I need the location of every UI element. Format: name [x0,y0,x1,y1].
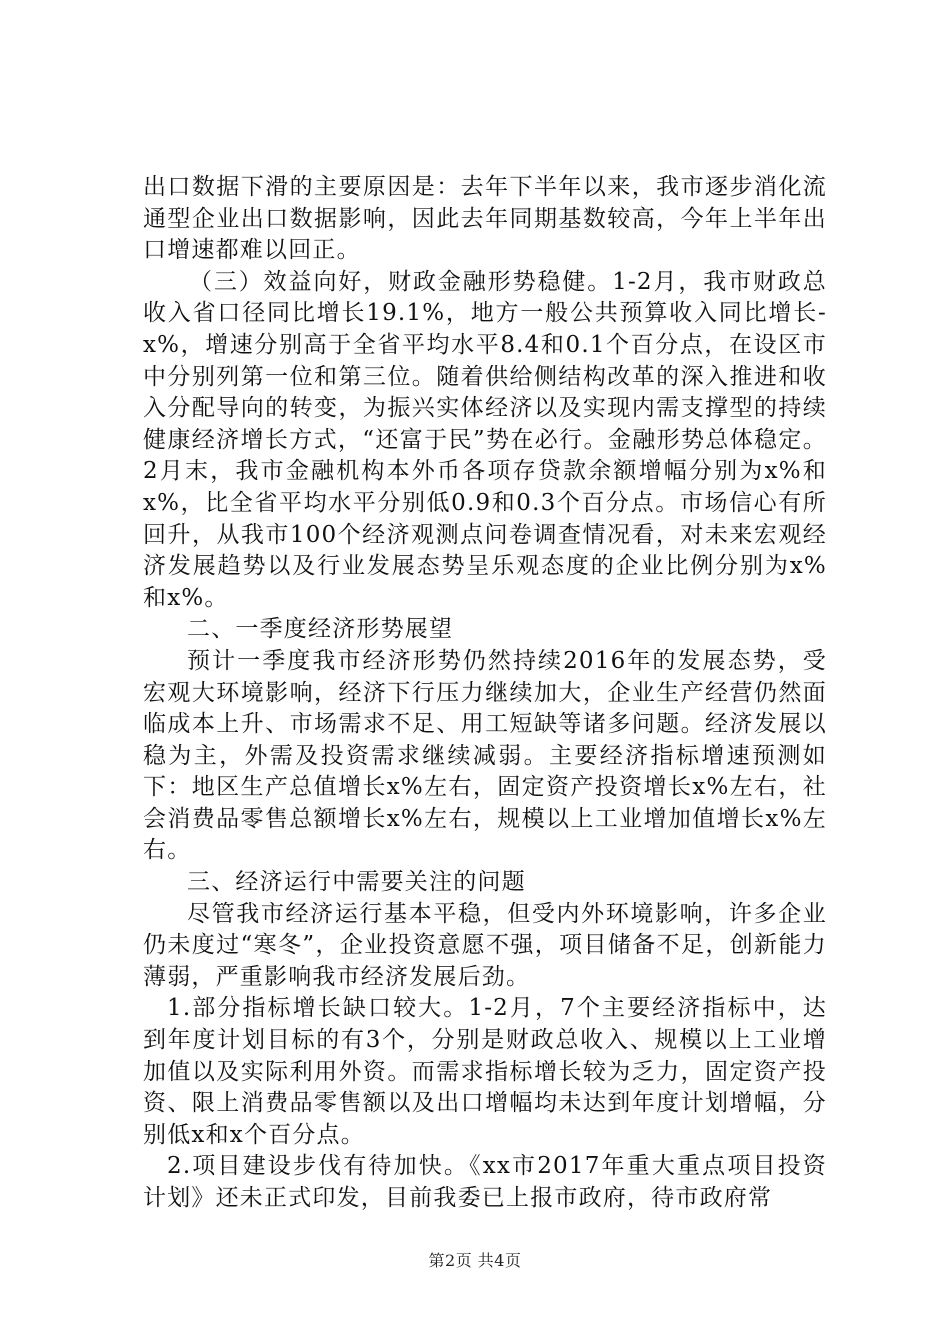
paragraph-project-construction: 2.项目建设步伐有待加快。《xx市2017年重大重点项目投资计划》还未正式印发，目前我委已上报市政府，待市政府常 [143,1153,827,1211]
section-heading-outlook: 二、一季度经济形势展望 [187,616,454,643]
paragraph-fiscal-finance: （三）效益向好，财政金融形势稳健。1-2月，我市财政总收入省口径同比增长19.1%，地方一般公共预算收入同比增长-x%，增速分别高于全省平均水平8.4和0.1个百分点，在设区市中分别列第一位和第三位。随着供给侧结构改革的深入推进和收入分配导向的转变，为振兴实体经济以及实现内需支撑型的持续健康经济增长方式，“还富于民”势在必行。金融形势总体稳定。2月末，我市金融机构本外币各项存贷款余额增幅分别为x%和x%，比全省平均水平分别低0.9和0.3个百分点。市场信心有所回升，从我市100个经济观测点问卷调查情况看，对未来宏观经济发展趋势以及行业发展态势呈乐观态度的企业比例分别为x%和x%。 [143,268,827,611]
paragraph-export-decline: 出口数据下滑的主要原因是：去年下半年以来，我市逐步消化流通型企业出口数据影响，因此去年同期基数较高，今年上半年出口增速都难以回正。 [143,174,827,264]
page-number-footer: 第2页 共4页 [428,1251,522,1270]
section-heading-issues: 三、经济运行中需要关注的问题 [187,869,526,896]
paragraph-issues-intro: 尽管我市经济运行基本平稳，但受内外环境影响，许多企业仍未度过“寒冬”，企业投资意愿不强，项目储备不足，创新能力薄弱，严重影响我市经济发展后劲。 [143,900,827,990]
paragraph-indicator-gap: 1.部分指标增长缺口较大。1-2月，7个主要经济指标中，达到年度计划目标的有3个，分别是财政总收入、规模以上工业增加值以及实际利用外资。而需求指标增长较为乏力，固定资产投资、限上消费品零售额以及出口增幅均未达到年度计划增幅，分别低x和x个百分点。 [143,995,827,1148]
paragraph-outlook: 预计一季度我市经济形势仍然持续2016年的发展态势，受宏观大环境影响，经济下行压力继续加大，企业生产经营仍然面临成本上升、市场需求不足、用工短缺等诸多问题。经济发展以稳为主，外需及投资需求继续减弱。主要经济指标增速预测如下：地区生产总值增长x%左右，固定资产投资增长x%左右，社会消费品零售总额增长x%左右，规模以上工业增加值增长x%左右。 [143,647,827,864]
document-body [143,172,827,1215]
